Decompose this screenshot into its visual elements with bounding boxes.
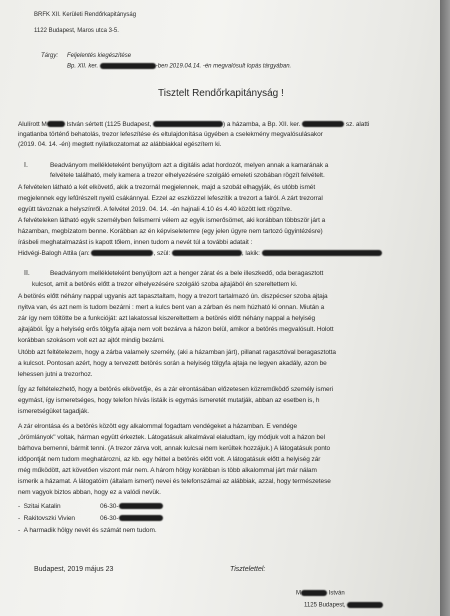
contact-item: - Szitai Katalin: [18, 503, 61, 510]
section-2-line: „örömlányok" voltak, hárman együtt érkeztek. Látogatásuk alkalmával elaludtam, így módjuk volt a házon bel: [18, 434, 326, 441]
section-2-line: A zár elrontása és a betörés között egy alkalommal fogadtam vendégeket a házamban. E vendége: [18, 423, 298, 430]
redaction: [172, 250, 242, 256]
section-2-line: nyitva van, és azt nem is tudom bezárni : mert a kulcs bent van a zárban és nem húzható ki onnan. Miután a: [18, 304, 325, 311]
date-line: Budapest, 2019 május 23: [34, 566, 114, 573]
section-1-line: együtt távoznak a helyszínről. A felvétel 2019. 04. 14. -én hajnali 4.10 és 4.40 között lett rögzítve.: [18, 206, 292, 213]
section-1-line: A felvételeken látható egyik személyben felismerni vélem az egyik ismerősömet, aki korábban többször járt a: [18, 217, 326, 224]
section-2-line: korábban szokásom volt ezt az ajtót mindig bezárni.: [18, 337, 165, 344]
redaction: [91, 250, 153, 256]
redaction: [47, 121, 65, 127]
salutation: Tisztelt Rendőrkapitányság !: [158, 88, 284, 99]
intro-line-3: (2019. 04. 14. -én) megtett nyilatkozatomat az alábbiakkal egészítem ki.: [18, 141, 222, 148]
section-2-line: Így az feltételezhető, hogy a betörés elkövetője, és a zár elrontásában előzetesen közreműködő személy ismeri: [18, 386, 334, 393]
signature-name: M István: [296, 590, 345, 597]
section-2-line: bárhova bemenni, bármit tenni. (A trezor zárva volt, annak kulcsai nem kerültek hozzájuk.) A látogatásuk ponto: [18, 445, 331, 452]
section-2-line: még működött, azt követően viszont már nem. A három hölgy korábban is több alkalommal járt már nálam: [18, 467, 317, 474]
section-2-line: A betörés előtt néhány nappal ugyanis azt tapasztaltam, hogy a trezort tartalmazó ún. diszpécser szoba ajtaja: [18, 293, 328, 300]
section-1-line: Beadványom mellékleteként benyújtom azt a digitális adat hordozót, melyen annak a kamarának a: [50, 162, 329, 169]
signature-address: 1125 Budapest,: [304, 602, 383, 610]
signature-label: Tisztelettel:: [230, 566, 266, 573]
section-2-line: Beadványom mellékleteként benyújtom azt a henger zárat és a bele illeszkedő, oda beragasztott: [50, 270, 324, 277]
section-2-line: nem vagyok biztos abban, hogy ez a valódi nevük.: [18, 489, 161, 496]
redaction: [302, 121, 344, 127]
section-2-line: zár így nem töltötte be a funkcióját: azt lakatossal kiszereltettem a betörés előtt néhány nappal a helyiség: [18, 315, 316, 322]
intro-line-1: Alulírott M István sértett (1125 Budapest, ) a házamba, a Bp. XII. ker. sz. alatti: [18, 121, 370, 128]
contact-name: Szitai Katalin: [23, 503, 61, 510]
section-2-line: egymást, így ismeretséges, hogy telefon hívás listáik is egymás ismeretét mutatják, abban az esetben is, h: [18, 397, 320, 404]
redaction: [119, 515, 163, 521]
third-contact-note: - A harmadik hölgy nevét és számát nem tudom.: [18, 527, 157, 534]
section-2-number: II.: [24, 270, 30, 277]
section-2-line: a kulcsot. Pontosan azért, hogy a tervezett betörés során a helyiség tölgyfa ajtaja ne legyen akadály, azon be: [18, 360, 327, 367]
contact-name: Rakitovszki Vivien: [23, 515, 76, 522]
section-1-line: megjelennek egy lefűrészelt nyelű csákánnyal. Ezzel az eszközzel lefeszítik a trezort a falról. A zárt trezorral: [18, 195, 323, 202]
redaction: [301, 590, 327, 596]
section-2-line: időpontját nem tudom meghatározni, az kb. egy héttel a betörés előtt volt. A látogatásuk előtt a helyiség zár: [18, 456, 321, 463]
section-1-line: házamban, megbízatom benne. Korábban az én képviseletemre (egy jelen ügyre nem tartozó ügyintézésre): [18, 228, 323, 235]
contact-phone: 06-30-: [100, 503, 163, 511]
redaction: [100, 63, 156, 69]
redaction: [262, 250, 382, 256]
redaction: [347, 602, 383, 608]
contact-phone: 06-30-: [100, 515, 163, 523]
contact-item: - Rakitovszki Vivien: [18, 515, 76, 522]
intro-line-2: ingatlanba történő behatolás, trezor lefeszítése és eltulajdonítása ügyében a cselekmény megvalósulásakor: [18, 131, 323, 138]
header-address: 1122 Budapest, Maros utca 3-5.: [34, 28, 119, 34]
subject-line1: Feljelentés kiegészítése: [67, 53, 132, 59]
section-1-line: A felvételen látható a két elkövető, akik a trezornál megjelennek, majd a szobát elhagyják, és utóbb ismét: [18, 184, 316, 191]
section-2-line: Utóbb azt feltételezem, hogy a zárba valamely személy, (aki a házamban járt), pillanat ragasztóval beragasztotta: [18, 349, 336, 356]
section-1-line: felvétele található, mely kamera a trezor elhelyezésére szolgáló emeleti szobában rögzít felvételt.: [50, 172, 325, 179]
section-1-suspect-line: Hidvégi-Balogh Attila (an: , szül: , lakik:: [18, 250, 382, 258]
page-edge-shadow: [440, 0, 450, 616]
section-2-line: lehessen jutni a trezorhoz.: [18, 371, 93, 378]
subject-line2: Bp. XII. ker. -ben 2019.04.14. -én megvalósult lopás tárgyában.: [67, 63, 292, 70]
header-org: BRFK XII. Kerületi Rendőrkapitányság: [34, 12, 137, 18]
redaction: [119, 503, 163, 509]
section-1-line: írásbeli meghatalmazást is kapott tőlem, innen tudom a nevét túl a további adatait :: [18, 239, 253, 246]
redaction: [153, 121, 223, 127]
subject-label: Tárgy:: [41, 53, 59, 59]
section-2-line: ajtajából. Így a helyiség erős tölgyfa ajtaja nem volt bezárva a házon belül, amikor a betörés megvalósult. Holott: [18, 326, 334, 333]
section-2-line: kulcsot, amit a betörés előtt a trezor elhelyezésére szolgáló szoba ajtajából én szereltettem ki.: [32, 281, 298, 288]
section-1-number: I.: [24, 162, 28, 169]
section-2-line: ismerik a házamat. A látogatóim (általam ismert) nevei és telefonszámai az alábbiak, azzal, hogy természetese: [18, 478, 331, 485]
section-2-line: ismeretségüket tagadják.: [18, 408, 90, 415]
